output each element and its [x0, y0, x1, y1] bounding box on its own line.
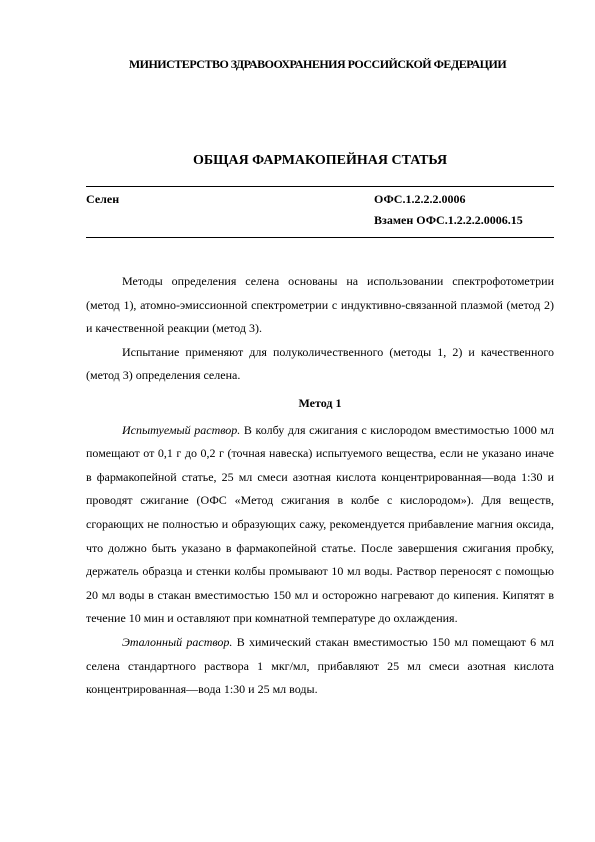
article-body [86, 270, 554, 702]
ministry-title: МИНИСТЕРСТВО ЗДРАВООХРАНЕНИЯ РОССИЙСКОЙ ФЕДЕРАЦИИ [128, 57, 507, 71]
test-solution-paragraph [86, 419, 554, 631]
replaces-code: Взамен ОФС.1.2.2.2.0006.15 [374, 213, 523, 227]
header-rule-bottom [86, 237, 554, 238]
reference-solution-text: В химический стакан вместимостью 150 мл помещают 6 мл селена стандартного раствора 1 мкг/мл, прибавляют 25 мл смеси азотная кислота концентрированная—вода 1:30 и 25 мл воды. [86, 634, 555, 697]
test-solution-text: В колбу для сжигания с кислородом вместимостью 1000 мл помещают от 0,1 г до 0,2 г (точная навеска) испытуемого вещества, если не указано иначе в фармакопейной статье, 25 мл смеси азотная кислота концентрированная—вода 1:30 и проводят сжигание (ОФС «Метод сжигания в колбе с кислородом»). Для веществ, сгорающих не полностью и образующих сажу, рекомендуется прибавление магния оксида, что должно быть указано в фармакопейной статье. После завершения сжигания пробку, держатель образца и стенки колбы промывают 10 мл воды. Раствор переносят с помощью 20 мл воды в стакан вместимостью 150 мл и осторожно нагревают до кипения. Кипятят в течение 10 мин и оставляют при комнатной температуре до охлаждения. [86, 422, 555, 626]
document-type-heading: ОБЩАЯ ФАРМАКОПЕЙНАЯ СТАТЬЯ [192, 153, 448, 168]
intro-paragraph-2: Испытание применяют для полуколичественного (методы 1, 2) и качественного (метод 3) определения селена. [86, 344, 554, 383]
article-code: ОФС.1.2.2.2.0006 [374, 192, 466, 206]
method-1-heading: Метод 1 [298, 395, 342, 410]
intro-paragraph-1: Методы определения селена основаны на использовании спектрофотометрии (метод 1), атомно-эмиссионной спектрометрии с индуктивно-связанной плазмой (метод 2) и качественной реакции (метод 3). [86, 274, 554, 336]
reference-solution-paragraph [86, 631, 554, 702]
article-name: Селен [86, 192, 120, 206]
reference-solution-label: Эталонный раствор. [122, 634, 233, 649]
test-solution-label: Испытуемый раствор. [122, 422, 241, 437]
header-rule-top [86, 186, 554, 187]
